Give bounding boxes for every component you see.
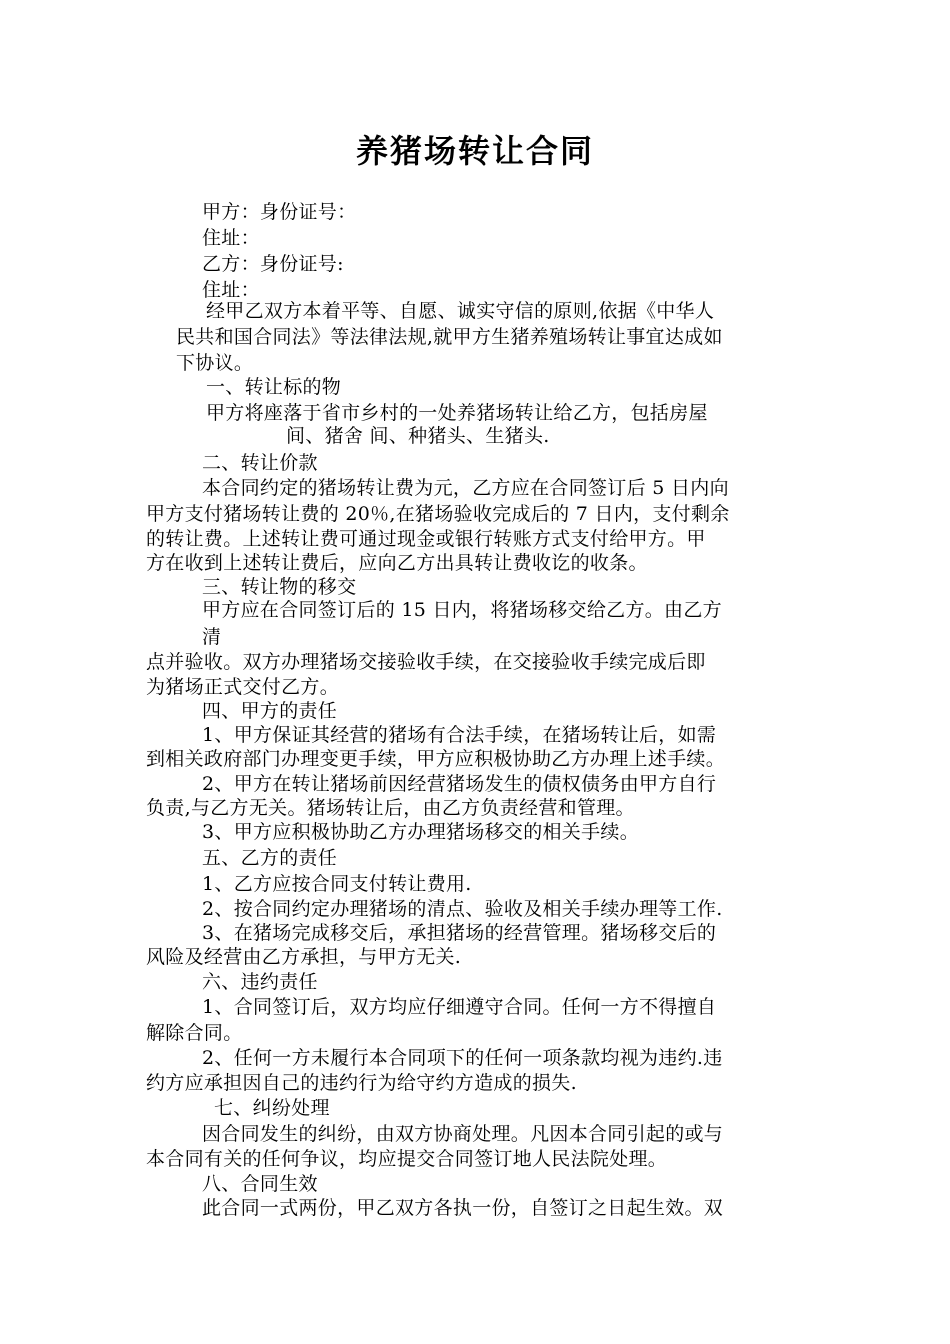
paragraph-line: 的转让费。上述转让费可通过现金或银行转账方式支付给甲方。甲: [146, 528, 706, 550]
paragraph-line: 2、任何一方未履行本合同项下的任何一项条款均视为违约.违: [202, 1047, 723, 1069]
party-b-address-line: 住址：: [202, 279, 260, 301]
paragraph-line: 2、按合同约定办理猪场的清点、验收及相关手续办理等工作.: [202, 898, 723, 920]
paragraph-line: 负责,与乙方无关。猪场转让后，由乙方负责经营和管理。: [146, 797, 635, 819]
paragraph-line: 点并验收。双方办理猪场交接验收手续，在交接验收手续完成后即: [146, 651, 706, 673]
paragraph-line: 到相关政府部门办理变更手续，甲方应积极协助乙方办理上述手续。: [146, 748, 726, 770]
document-title: 养猪场转让合同: [355, 132, 594, 170]
section-heading: 二、转让价款: [202, 452, 318, 474]
section-heading: 四、甲方的责任: [202, 700, 338, 722]
section-heading: 六、违约责任: [202, 971, 318, 993]
paragraph-line: 甲方将座落于省市乡村的一处养猪场转让给乙方，包括房屋: [206, 402, 708, 424]
section-heading: 七、纠纷处理: [214, 1097, 330, 1119]
preamble-line: 下协议。: [176, 352, 254, 374]
paragraph-line: 因合同发生的纠纷，由双方协商处理。凡因本合同引起的或与: [202, 1123, 724, 1145]
preamble-line: 经甲乙双方本着平等、自愿、诚实守信的原则,依据《中华人: [206, 300, 715, 322]
paragraph-line: 3、甲方应积极协助乙方办理猪场移交的相关手续。: [202, 821, 639, 843]
paragraph-line: 解除合同。: [146, 1022, 243, 1044]
paragraph-line: 1、甲方保证其经营的猪场有合法手续，在猪场转让后，如需: [202, 724, 717, 746]
paragraph-line: 方在收到上述转让费后，应向乙方出具转让费收讫的收条。: [146, 552, 648, 574]
section-heading: 三、转让物的移交: [202, 576, 357, 598]
paragraph-line: 1、乙方应按合同支付转让费用.: [202, 873, 472, 895]
party-a-id-line: 甲方：身份证号：: [202, 201, 357, 223]
paragraph-line: 本合同约定的猪场转让费为元，乙方应在合同签订后 5 日内向: [202, 477, 729, 499]
paragraph-line: 风险及经营由乙方承担，与甲方无关.: [146, 946, 462, 968]
paragraph-line: 甲方支付猪场转让费的 20％,在猪场验收完成后的 7 日内，支付剩余: [146, 503, 730, 525]
paragraph-line: 为猪场正式交付乙方。: [146, 676, 340, 698]
paragraph-line: 3、在猪场完成移交后，承担猪场的经营管理。猪场移交后的: [202, 922, 717, 944]
paragraph-line: 间、猪舍 间、种猪头、生猪头.: [286, 425, 550, 447]
paragraph-line: 清: [202, 626, 222, 648]
paragraph-line: 本合同有关的任何争议，均应提交合同签订地人民法院处理。: [146, 1148, 668, 1170]
paragraph-line: 甲方应在合同签订后的 15 日内，将猪场移交给乙方。由乙方: [202, 599, 722, 621]
paragraph-line: 此合同一式两份，甲乙双方各执一份，自签订之日起生效。双: [202, 1197, 724, 1219]
paragraph-line: 1、合同签订后，双方均应仔细遵守合同。任何一方不得擅自: [202, 996, 717, 1018]
paragraph-line: 约方应承担因自己的违约行为给守约方造成的损失.: [146, 1072, 577, 1094]
paragraph-line: 2、甲方在转让猪场前因经营猪场发生的债权债务由甲方自行: [202, 773, 717, 795]
section-heading: 八、合同生效: [202, 1173, 318, 1195]
section-heading: 一、转让标的物: [206, 376, 342, 398]
party-b-id-line: 乙方：身份证号:: [202, 253, 344, 275]
preamble-line: 民共和国合同法》等法律法规,就甲方生猪养殖场转让事宜达成如: [176, 326, 723, 348]
section-heading: 五、乙方的责任: [202, 847, 338, 869]
party-a-address-line: 住址：: [202, 227, 260, 249]
